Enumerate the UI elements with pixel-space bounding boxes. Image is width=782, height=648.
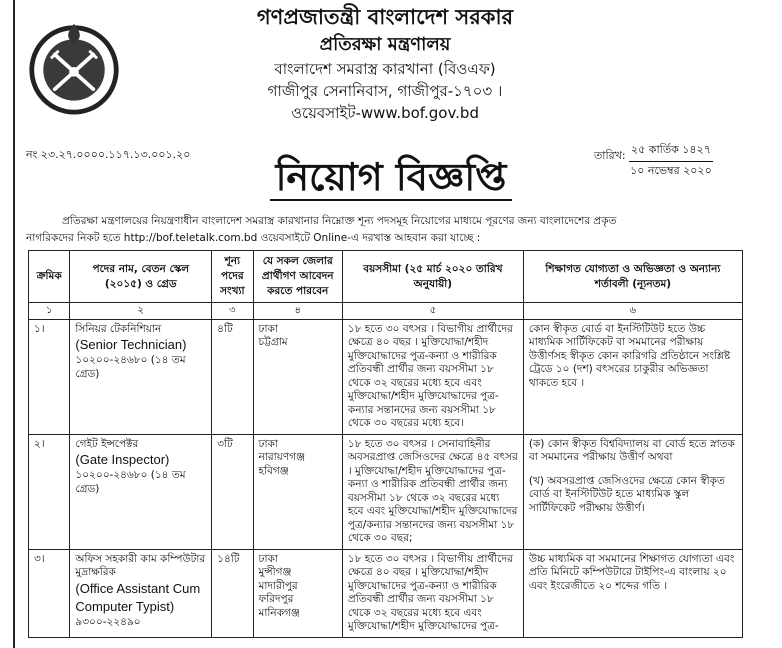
district: নারায়ণগঞ্জ	[258, 451, 306, 463]
ministry-name: প্রতিরক্ষা মন্ত্রণালয়	[319, 34, 451, 55]
table-row	[29, 549, 743, 637]
post-count: ৩টি	[212, 434, 253, 549]
factory-address: গাজীপুর সেনানিবাস, গাজীপুর-১৭০৩ ।	[267, 82, 503, 100]
table-row	[29, 434, 743, 549]
post-name-bn: সিনিয়র টেকনিশিয়ান	[75, 322, 162, 335]
header-age: বয়সসীমা (২৫ মার্চ ২০২০ তারিখ অনুযায়ী)	[342, 251, 523, 303]
row-serial: ৩।	[29, 549, 70, 637]
date-bangla: ২৫ কার্তিক ১৪২৭	[629, 141, 713, 162]
qualification-cell	[523, 549, 742, 637]
qualification-text: (ক) কোন স্বীকৃত বিশ্ববিদ্যালয় বা বোর্ড হতে স্নাতক বা সমমানের পরীক্ষায় উত্তীর্ণ অথবা	[528, 437, 735, 463]
district: ঢাকা	[258, 437, 278, 450]
intro-line-1: প্রতিরক্ষা মন্ত্রণালয়ের নিয়ন্ত্রণাধীন বাংলাদেশ সমরাস্ত্র কারখানার নিম্নোক্ত শূন্য পদসমূহ নিয়োগের মাধ্যমে পূরণের জন্য বাংলাদেশের প্রকৃত	[62, 215, 617, 227]
pay-scale: ১০২০০-২৪৬৮০ (১৪ তম গ্রেড)	[75, 469, 186, 495]
post-name-en: (Gate Inspector)	[75, 452, 170, 467]
district: ঢাকা	[258, 322, 278, 335]
table-row	[29, 319, 743, 434]
vacancy-table	[28, 250, 743, 638]
website-line[interactable]: ওয়েবসাইট-www.bof.gov.bd	[291, 104, 479, 122]
district: মাদারীপুর	[258, 579, 298, 592]
age-limit: ১৮ হতে ৩০ বৎসর । বিভাগীয় প্রার্থীদের ক্ষেত্রে ৪০ বছর । মুক্তিযোদ্ধা/শহীদ মুক্তিযোদ্ধাদের পুত্র-কন্যা ও শারীরিক প্রতিবন্ধী প্রার্থীর জন্য বয়সসীমা ১৮ থেকে ৩২ বছরের মধ্যে হবে এবং মুক্তিযোদ্ধা/শহীদ মুক্তিযোদ্ধাদের পুত্র-	[342, 549, 523, 637]
district-cell	[253, 319, 342, 434]
date-label: তারিখ:	[594, 149, 626, 162]
header-count: শূন্য পদের সংখ্যা	[212, 251, 253, 303]
district: ফরিদপুর	[258, 593, 294, 605]
post-name-bn: অফিস সহকারী কাম কম্পিউটার মুদ্রাক্ষরিক	[75, 552, 206, 578]
row-serial: ১।	[29, 319, 70, 434]
district-cell	[253, 434, 342, 549]
district-cell	[253, 549, 342, 637]
district: মানিকগঞ্জ	[258, 606, 300, 619]
post-count: ৪টি	[212, 319, 253, 434]
post-name-bn: গেইট ইন্সপেক্টর	[75, 437, 139, 450]
column-number: ৫	[342, 303, 523, 320]
qualification-text-alt: (খ) অবসরপ্রাপ্ত জেসিওদের ক্ষেত্রে কোন স্বীকৃত বোর্ড বা ইনস্টিটিউট হতে মাধ্যমিক স্কুল সার্টিফিকেট পরীক্ষায় উত্তীর্ণ।	[528, 474, 725, 514]
column-number: ২	[70, 303, 212, 320]
memo-number: নং ২৩.২৭.০০০০.১১৭.১৩.০০১.২০	[26, 148, 191, 161]
post-count: ১৪টি	[212, 549, 253, 637]
post-name-en: (Office Assistant Cum Computer Typist)	[75, 580, 201, 614]
header-serial: ক্রমিক	[29, 251, 70, 303]
intro-line-2: নাগরিকদের নিকট হতে http://bof.teletalk.com.bd ওয়েবসাইটে Online-এ দরখাস্ত আহবান করা যাচ্ছে :	[26, 232, 481, 244]
pay-scale: ১০২০০-২৪৬৮০ (১৪ তম গ্রেড)	[75, 354, 186, 380]
qualification-text: উচ্চ মাধ্যমিক বা সমমানের শিক্ষাগত যোগ্যতা এবং প্রতি মিনিটে কম্পিউটারে টাইপিং-এ বাংলায় ২০ এবং ইংরেজীতে ২০ শব্দের গতি ।	[528, 552, 735, 592]
district: মুন্সীগঞ্জ	[258, 566, 292, 578]
bof-emblem-logo	[26, 20, 122, 116]
notice-title-text: নিয়োগ বিজ্ঞপ্তি	[270, 155, 513, 201]
page-edge-rule	[13, 0, 15, 648]
header-districts: যে সকল জেলার প্রার্থীগণ আবেদন করতে পারবেন	[253, 251, 342, 303]
district: চট্টগ্রাম	[258, 336, 288, 348]
notice-title	[0, 148, 782, 212]
header-qualification: শিক্ষাগত যোগ্যতা ও অভিজ্ঞতা ও অন্যান্য শর্তাবলী (ন্যূনতম)	[523, 251, 742, 303]
qualification-text: কোন স্বীকৃত বোর্ড বা ইনস্টিটিউট হতে উচ্চ মাধ্যমিক সার্টিফিকেট বা সমমানের পরীক্ষায় উত্তীর্ণসহ স্বীকৃত কোন কারিগরি প্রতিষ্ঠানে সংশ্লিষ্ট ট্রেডে ১০ (দশ) বৎসরের চাকুরীর অভিজ্ঞতা থাকতে হবে ।	[528, 322, 731, 389]
qualification-cell	[523, 434, 742, 549]
qualification-cell	[523, 319, 742, 434]
age-limit: ১৮ হতে ৩০ বৎসর । সেনাবাহিনীর অবসরপ্রাপ্ত জেসিওদের ক্ষেত্রে ৪৫ বৎসর । মুক্তিযোদ্ধা/শহীদ মুক্তিযোদ্ধাদের পুত্র-কন্যা ও শারীরিক প্রতিবন্ধী প্রার্থীর জন্য বয়সসীমা ১৮ থেকে ৩২ বছরের মধ্যে হবে এবং মুক্তিযোদ্ধা/শহীদ মুক্তিযোদ্ধাদের পুত্র/কন্যার সন্তানদের জন্য বয়সসীমা ১৮ থেকে ৩০ বছর;	[342, 434, 523, 549]
pay-scale: ৯৩০০-২২৪৯০	[75, 615, 141, 628]
column-number-row	[29, 303, 743, 320]
district: ঢাকা	[258, 552, 278, 565]
date-english: ১০ নভেম্বর ২০২০	[630, 164, 712, 177]
header-post: পদের নাম, বেতন স্কেল (২০১৫) ও গ্রেড	[70, 251, 212, 303]
row-serial: ২।	[29, 434, 70, 549]
qualification-spacer	[529, 465, 737, 475]
post-cell	[70, 549, 212, 637]
letterhead	[150, 2, 620, 124]
post-name-en: (Senior Technician)	[75, 337, 187, 352]
column-number: ৩	[212, 303, 253, 320]
intro-paragraph	[26, 213, 756, 247]
column-number: ৬	[523, 303, 742, 320]
factory-name: বাংলাদেশ সমরাস্ত্র কারখানা (বিওএফ)	[274, 60, 496, 78]
district: হবিগঞ্জ	[258, 464, 289, 477]
column-number: ৪	[253, 303, 342, 320]
column-number: ১	[29, 303, 70, 320]
government-name: গণপ্রজাতন্ত্রী বাংলাদেশ সরকার	[256, 5, 514, 29]
table-header-row	[29, 251, 743, 303]
post-cell	[70, 319, 212, 434]
post-cell	[70, 434, 212, 549]
age-limit: ১৮ হতে ৩০ বৎসর । বিভাগীয় প্রার্থীদের ক্ষেত্রে ৪০ বছর । মুক্তিযোদ্ধা/শহীদ মুক্তিযোদ্ধাদের পুত্র-কন্যা ও শারীরিক প্রতিবন্ধী প্রার্থীর জন্য বয়সসীমা ১৮ থেকে ৩২ বছরের মধ্যে হবে এবং মুক্তিযোদ্ধা/শহীদ মুক্তিযোদ্ধাদের পুত্র-কন্যার সন্তানদের জন্য বয়সসীমা ১৮ থেকে ৩০ বছরের মধ্যে হবে।	[342, 319, 523, 434]
